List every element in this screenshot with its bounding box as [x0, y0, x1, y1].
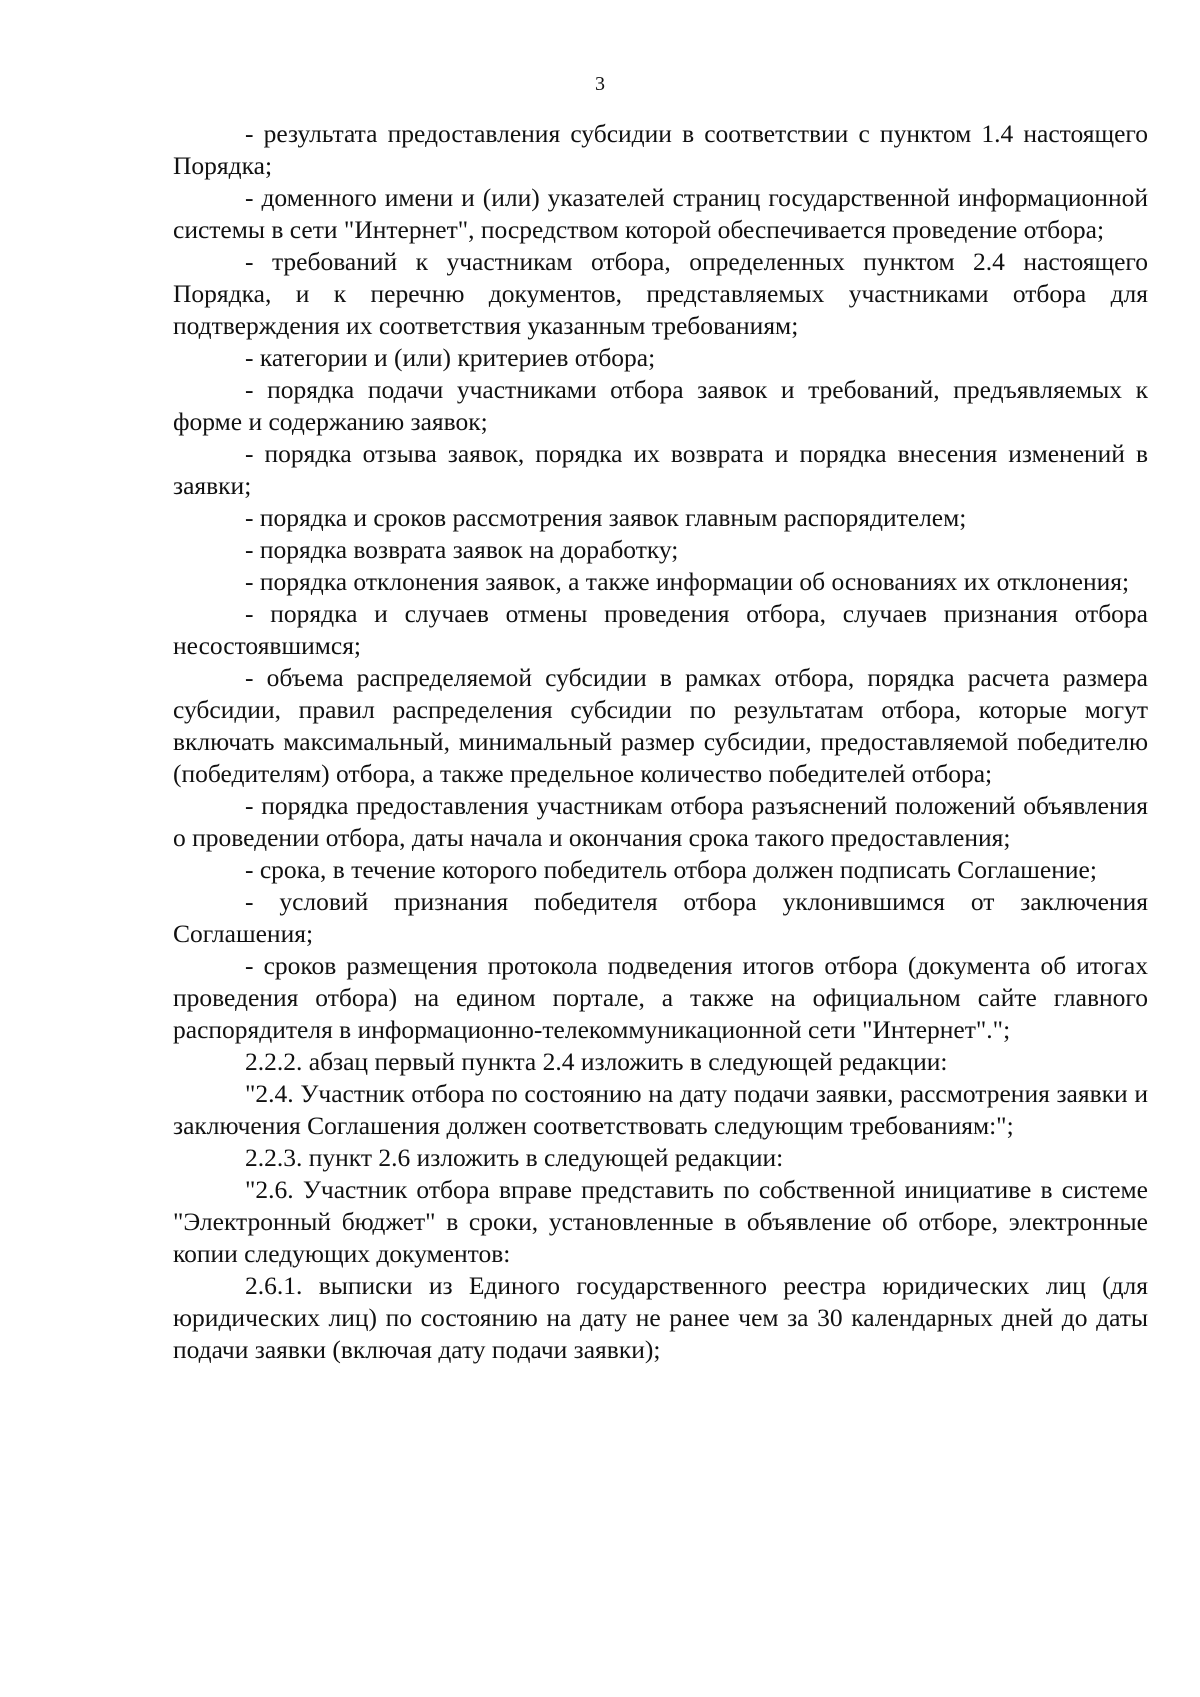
paragraph: 2.2.3. пункт 2.6 изложить в следующей редакции:: [245, 1143, 784, 1172]
paragraph: - порядка отклонения заявок, а также информации об основаниях их отклонения;: [245, 567, 1130, 596]
paragraph: "2.4. Участник отбора по состоянию на дату подачи заявки, рассмотрения заявки и заключения Соглашения должен соответствовать следующим требованиям:";: [173, 1079, 1148, 1140]
paragraph: - требований к участникам отбора, определенных пунктом 2.4 настоящего Порядка, и к перечню документов, представляемых участниками отбора для подтверждения их соответствия указанным требованиям;: [173, 247, 1148, 340]
paragraph: - срока, в течение которого победитель отбора должен подписать Соглашение;: [245, 855, 1097, 884]
paragraph: - порядка подачи участниками отбора заявок и требований, предъявляемых к форме и содержанию заявок;: [173, 375, 1148, 436]
page-number: 3: [595, 73, 605, 95]
paragraph: - объема распределяемой субсидии в рамках отбора, порядка расчета размера субсидии, правил распределения субсидии по результатам отбора, которые могут включать максимальный, минимальный размер субсидии, предоставляемой победителю (победителям) отбора, а также предельное количество победителей отбора;: [173, 663, 1148, 788]
paragraph: - доменного имени и (или) указателей страниц государственной информационной системы в сети "Интернет", посредством которой обеспечивается проведение отбора;: [173, 183, 1148, 244]
paragraph: "2.6. Участник отбора вправе представить по собственной инициативе в системе "Электронный бюджет" в сроки, установленные в объявление об отборе, электронные копии следующих документов:: [173, 1175, 1148, 1268]
paragraph: - порядка и случаев отмены проведения отбора, случаев признания отбора несостоявшимся;: [173, 599, 1148, 660]
paragraph: - сроков размещения протокола подведения итогов отбора (документа об итогах проведения отбора) на едином портале, а также на официальном сайте главного распорядителя в информационно-телекоммуникационной сети "Интернет".";: [173, 951, 1148, 1044]
paragraph: 2.2.2. абзац первый пункта 2.4 изложить в следующей редакции:: [245, 1047, 948, 1076]
paragraph: - порядка предоставления участникам отбора разъяснений положений объявления о проведении отбора, даты начала и окончания срока такого предоставления;: [173, 791, 1148, 852]
paragraph: - порядка возврата заявок на доработку;: [245, 535, 679, 564]
paragraph: - порядка и сроков рассмотрения заявок главным распорядителем;: [245, 503, 967, 532]
paragraph: 2.6.1. выписки из Единого государственного реестра юридических лиц (для юридических лиц) по состоянию на дату не ранее чем за 30 календарных дней до даты подачи заявки (включая дату подачи заявки);: [173, 1271, 1148, 1364]
paragraph: - категории и (или) критериев отбора;: [245, 343, 656, 372]
document-body: [173, 118, 1148, 1366]
paragraph: - порядка отзыва заявок, порядка их возврата и порядка внесения изменений в заявки;: [173, 439, 1148, 500]
paragraph: - условий признания победителя отбора уклонившимся от заключения Соглашения;: [173, 887, 1148, 948]
paragraph: - результата предоставления субсидии в соответствии с пунктом 1.4 настоящего Порядка;: [173, 119, 1148, 180]
